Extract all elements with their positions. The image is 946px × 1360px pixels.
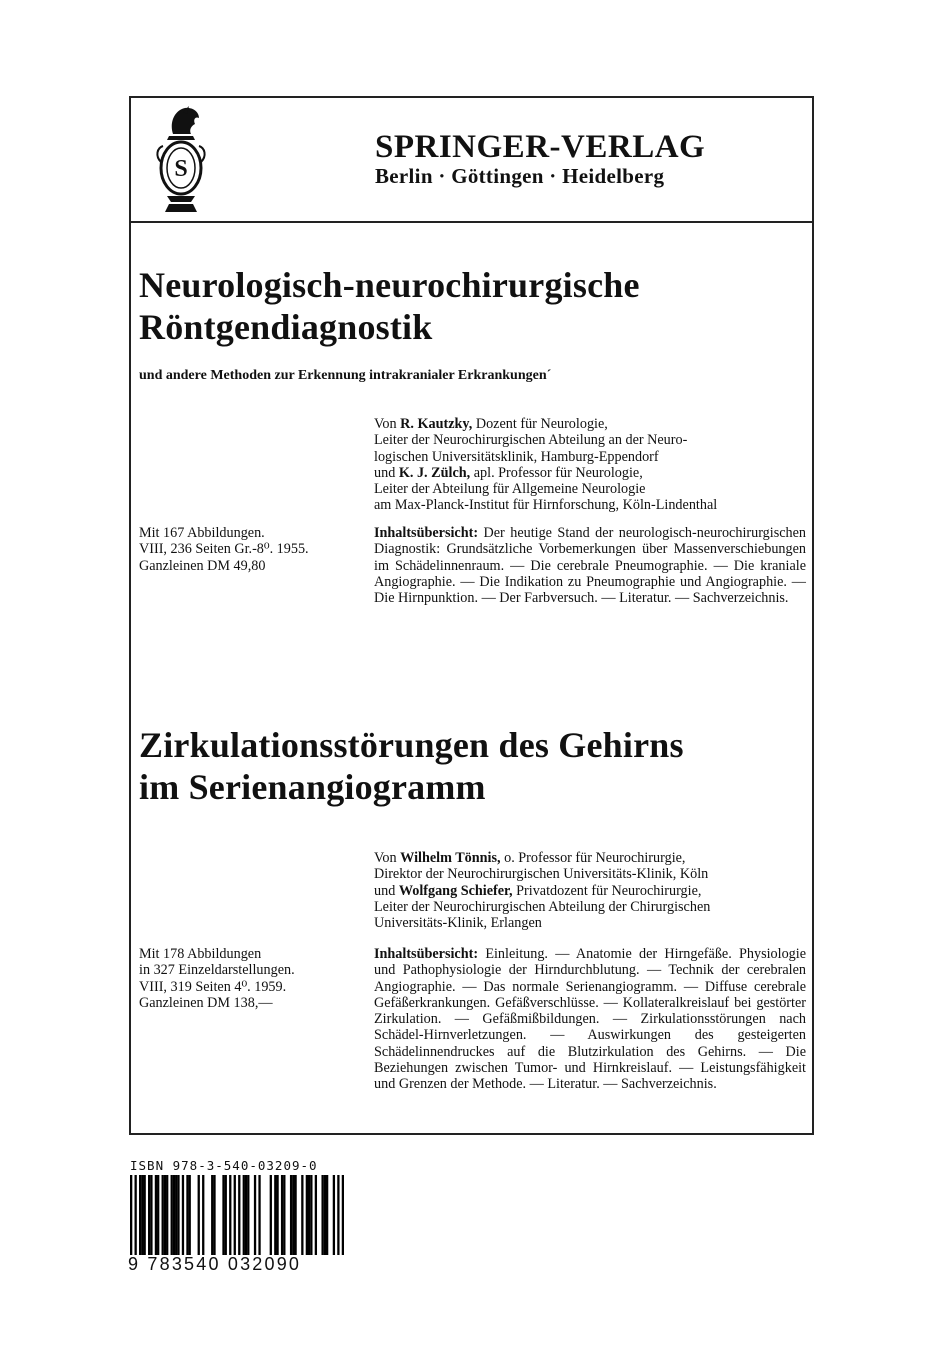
detail-line: Ganzleinen DM 138,—: [139, 994, 273, 1011]
barcode-bar: [173, 1175, 175, 1255]
author-line: [374, 416, 806, 432]
detail-line: in 327 Einzeldarstellungen.: [139, 962, 295, 979]
detail-line: VIII, 236 Seiten Gr.-8⁰. 1955.: [139, 541, 309, 558]
author-text: und: [374, 464, 399, 481]
barcode-bar: [333, 1175, 335, 1255]
author-name: Wilhelm Tönnis,: [400, 850, 501, 866]
author-text: Direktor der Neurochirurgischen Universitäts-Klinik, Köln: [374, 866, 709, 883]
barcode-bar: [157, 1175, 159, 1255]
book1-title: [139, 264, 640, 348]
barcode-bar: [198, 1175, 200, 1255]
author-line: [374, 899, 806, 915]
barcode-bar: [213, 1175, 215, 1255]
book1-subtitle: und andere Methoden zur Erkennung intrakranialer Erkrankungen´: [139, 368, 552, 383]
barcode-bar: [315, 1175, 317, 1255]
barcode-bar: [177, 1175, 179, 1255]
author-text: Privatdozent für Neurochirurgie,: [512, 882, 702, 899]
detail-line: Mit 178 Abbildungen: [139, 946, 262, 962]
svg-text:S: S: [174, 156, 188, 182]
barcode-bar: [166, 1175, 168, 1255]
author-text: logischen Universitätsklinik, Hamburg-Eppendorf: [374, 448, 659, 465]
barcode-bar: [135, 1175, 137, 1255]
barcode-bar: [164, 1175, 166, 1255]
barcode-bar: [281, 1175, 283, 1255]
barcode-bar: [202, 1175, 204, 1255]
book2-title-line1: Zirkulationsstörungen des Gehirns: [139, 725, 684, 765]
author-line: [374, 883, 806, 899]
barcode-bar: [270, 1175, 272, 1255]
barcode-bar: [229, 1175, 231, 1255]
flyer-frame: [129, 96, 814, 1135]
book1-details: [139, 525, 369, 574]
author-line: [374, 866, 806, 882]
author-line: [374, 481, 806, 497]
author-text: o. Professor für Neurochirurgie,: [500, 850, 686, 866]
detail-line: VIII, 319 Seiten 4⁰. 1959.: [139, 978, 287, 995]
publisher-cities: Berlin · Göttingen · Heidelberg: [375, 164, 665, 188]
author-line: [374, 915, 806, 931]
author-text: Universitäts-Klinik, Erlangen: [374, 915, 542, 932]
detail-line: Ganzleinen DM 49,80: [139, 557, 266, 574]
barcode-bar: [301, 1175, 303, 1255]
barcode-bar: [182, 1175, 184, 1255]
barcode-bar: [141, 1175, 143, 1255]
book2-contents: [374, 946, 806, 1093]
ean-number: 9 783540 032090: [128, 1254, 302, 1274]
barcode-bar: [234, 1175, 236, 1255]
barcode-bar: [326, 1175, 328, 1255]
barcode-bar: [171, 1175, 173, 1255]
author-name: K. J. Zülch,: [398, 464, 471, 481]
barcode-bar: [342, 1175, 344, 1255]
book2-title: [139, 724, 684, 808]
barcode-bar: [337, 1175, 339, 1255]
book2-contents-label: Inhaltsübersicht:: [374, 946, 479, 962]
author-text: Leiter der Neurochirurgischen Abteilung der Chirurgischen: [374, 898, 711, 915]
barcode-bar: [211, 1175, 213, 1255]
barcode-bar: [222, 1175, 224, 1255]
book1-contents-text: Der heutige Stand der neurologisch-neurochirurgischen Diagnostik: Grundsätzliche Vorbemerkungen über Massenverschiebungen im Schädelinnenraum. — Die cerebrale Pneumographie. — Die kraniale Angiographie. — Die Indikation zu Pneumographie und Angiographie. — Die Hirnpunktion. — Der Farbversuch. — Literatur. — Sachverzeichnis.: [374, 525, 807, 607]
barcode-bar: [148, 1175, 150, 1255]
book1-authors: [374, 416, 806, 514]
author-text: am Max-Planck-Institut für Hirnforschung, Köln-Lindenthal: [374, 497, 718, 514]
barcode-bar: [294, 1175, 296, 1255]
author-text: Von: [374, 850, 401, 866]
barcode-bars: [130, 1175, 344, 1255]
barcode-bar: [144, 1175, 146, 1255]
book2-contents-text: Einleitung. — Anatomie der Hirngefäße. Physiologie und Pathophysiologie der Hirndurchblutung. — Technik der cerebralen Angiographie. — Das normale Serienangiogramm. — Diffuse cerebrale Gefäßerkrankungen. Gefäßverschlüsse. — Kollateralkreislauf bei gestörter Zirkulation. — Gefäßmißbildungen. — Zirkulationsstörungen nach Schädel-Hirnverletzungen. — Auswirkungen des gesteigerten Schädelinnendruckes auf die Blutzirkulation des Gehirns. — Die Beziehungen zwischen Tumor- und Hirnkreislauf. — Leistungsfähigkeit und Grenzen der Methode. — Literatur. — Sachverzeichnis.: [374, 946, 807, 1093]
barcode-bar: [150, 1175, 152, 1255]
barcode-bar: [310, 1175, 312, 1255]
barcode-bar: [308, 1175, 310, 1255]
barcode-bar: [276, 1175, 278, 1255]
barcode-bar: [283, 1175, 285, 1255]
author-text: Von: [374, 416, 401, 432]
book1-contents: [374, 525, 806, 606]
barcode-bar: [306, 1175, 308, 1255]
barcode-bar: [247, 1175, 249, 1255]
author-line: [374, 497, 806, 513]
author-line: [374, 432, 806, 448]
barcode-bar: [238, 1175, 240, 1255]
book1-contents-label: Inhaltsübersicht:: [374, 525, 479, 541]
barcode-bar: [243, 1175, 245, 1255]
barcode-bar: [225, 1175, 227, 1255]
isbn-barcode: [128, 1158, 346, 1275]
barcode-bar: [245, 1175, 247, 1255]
author-text: Leiter der Abteilung für Allgemeine Neurologie: [374, 481, 646, 498]
barcode-bar: [130, 1175, 132, 1255]
author-name: R. Kautzky,: [400, 416, 473, 432]
barcode-bar: [139, 1175, 141, 1255]
barcode-bar: [324, 1175, 326, 1255]
barcode-bar: [292, 1175, 294, 1255]
barcode-bar: [258, 1175, 260, 1255]
barcode-bar: [175, 1175, 177, 1255]
book2-authors: [374, 850, 806, 931]
isbn-text: ISBN 978-3-540-03209-0: [130, 1158, 318, 1173]
barcode-bar: [186, 1175, 188, 1255]
book1-title-line2: Röntgendiagnostik: [139, 307, 433, 347]
author-text: Leiter der Neurochirurgischen Abteilung an der Neuro-: [374, 432, 688, 449]
author-text: apl. Professor für Neurologie,: [470, 464, 643, 481]
barcode-bar: [189, 1175, 191, 1255]
publisher-name: SPRINGER-VERLAG: [375, 129, 706, 165]
publisher-block: [375, 130, 705, 188]
author-line: [374, 449, 806, 465]
barcode-bar: [290, 1175, 292, 1255]
barcode-bar: [155, 1175, 157, 1255]
book2-details: [139, 946, 369, 1011]
springer-knight-logo-icon: [149, 104, 213, 216]
barcode-bar: [321, 1175, 323, 1255]
detail-line: Mit 167 Abbildungen.: [139, 525, 265, 541]
barcode-bar: [274, 1175, 276, 1255]
book1-title-line1: Neurologisch-neurochirurgische: [139, 265, 640, 305]
barcode-bar: [162, 1175, 164, 1255]
author-name: Wolfgang Schiefer,: [398, 882, 513, 899]
book2-title-line2: im Serienangiogramm: [139, 767, 486, 807]
barcode-bar: [254, 1175, 256, 1255]
author-text: und: [374, 882, 399, 899]
author-line: [374, 465, 806, 481]
author-line: [374, 850, 806, 866]
author-text: Dozent für Neurologie,: [472, 416, 608, 432]
header-divider: [131, 221, 812, 223]
